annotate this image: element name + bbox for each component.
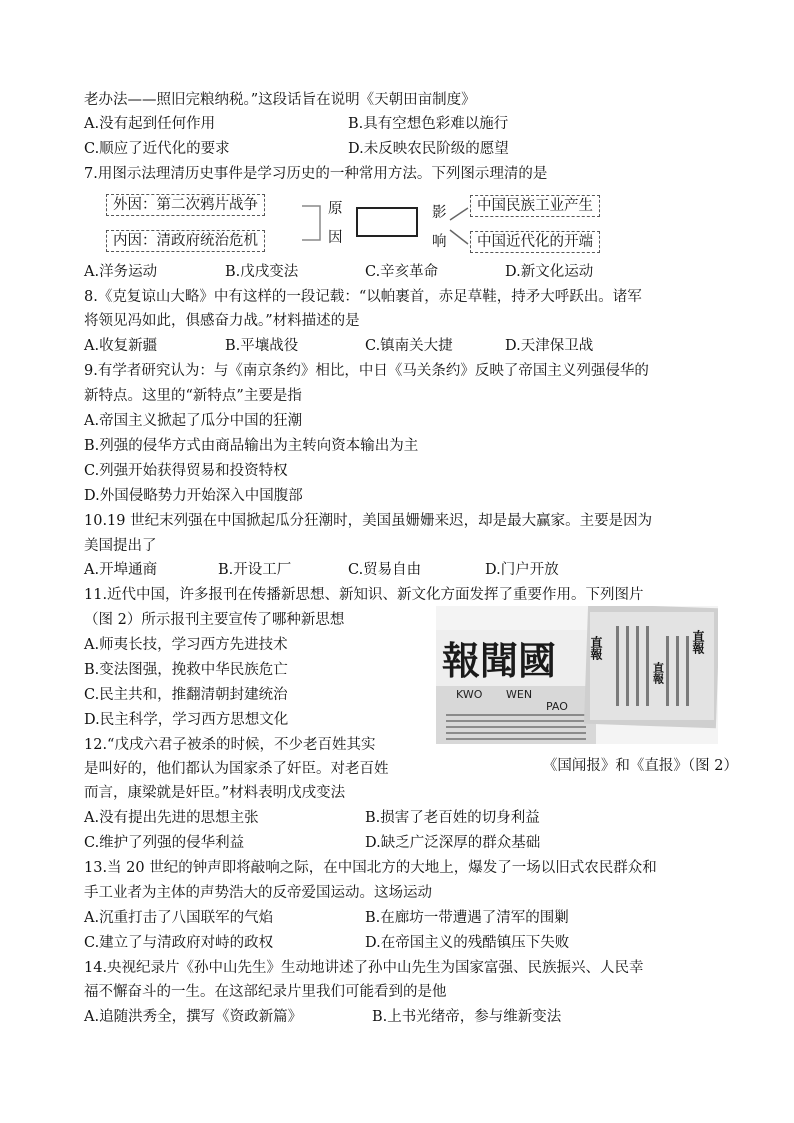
zhibao-title-2: 直報 (691, 630, 705, 654)
q13-option-a[interactable]: A.沉重打击了八国联军的气焰 (84, 910, 274, 926)
q14-option-a[interactable]: A.追随洪秀全，撰写《资政新篇》 (84, 1009, 303, 1025)
q13-option-d[interactable]: D.在帝国主义的残酷镇压下失败 (365, 935, 570, 951)
q13-option-b[interactable]: B.在廊坊一带遭遇了清军的围剿 (365, 910, 569, 926)
q8-option-a[interactable]: A.收复新疆 (84, 338, 158, 354)
q9-stem-2: 新特点。这里的“新特点”主要是指 (84, 388, 302, 404)
q12-stem-1: 12.“戊戌六君子被杀的时候，不少老百姓其实 (84, 737, 376, 753)
q11-stem-1: 11.近代中国，许多报刊在传播新思想、新知识、新文化方面发挥了重要作用。下列图片 (84, 587, 644, 603)
result-box-1: 中国民族工业产生 (470, 195, 600, 217)
q7-option-d[interactable]: D.新文化运动 (505, 264, 594, 280)
q10-stem-1: 10.19 世纪末列强在中国掀起瓜分狂潮时，美国虽姗姗来迟，却是最大赢家。主要是因为 (84, 513, 653, 529)
roman-wen: WEN (506, 688, 533, 701)
zhibao-title-1: 直報 (589, 636, 603, 660)
effect-char-1: 影 (432, 205, 447, 221)
q12-option-c[interactable]: C.维护了列强的侵华利益 (84, 835, 245, 851)
q8-stem-1: 8.《克复谅山大略》中有这样的一段记载：“以帕裹首，赤足草鞋，持矛大呼跃出。诸军 (84, 289, 642, 305)
internal-cause-box: 内因：清政府统治危机 (106, 230, 265, 252)
q9-option-a[interactable]: A.帝国主义掀起了瓜分中国的狂潮 (84, 413, 303, 429)
q7-option-a[interactable]: A.洋务运动 (84, 264, 158, 280)
q11-option-a[interactable]: A.师夷长技，学习西方先进技术 (84, 637, 288, 653)
roman-pao: PAO (546, 700, 568, 713)
cause-char-2: 因 (328, 230, 343, 246)
q11-option-d[interactable]: D.民主科学，学习西方思想文化 (84, 712, 289, 728)
q12-option-d[interactable]: D.缺乏广泛深厚的群众基础 (365, 835, 541, 851)
q10-option-c[interactable]: C.贸易自由 (348, 562, 422, 578)
q7-option-c[interactable]: C.辛亥革命 (365, 264, 439, 280)
zhibao-title-3: 直報 (651, 662, 665, 684)
q8-stem-2: 将领见冯如此，俱感奋力战。”材料描述的是 (84, 313, 360, 329)
q7-stem: 7.用图示法理清历史事件是学习历史的一种常用方法。下列图示理清的是 (84, 166, 548, 182)
q10-option-d[interactable]: D.门户开放 (485, 562, 559, 578)
q6-option-d[interactable]: D.未反映农民阶级的愿望 (348, 141, 509, 157)
q13-stem-2: 手工业者为主体的声势浩大的反帝爱国运动。这场运动 (84, 885, 432, 901)
q9-option-b[interactable]: B.列强的侵华方式由商品输出为主转向资本输出为主 (84, 438, 419, 454)
q10-stem-2: 美国提出了 (84, 538, 157, 554)
q10-option-b[interactable]: B.开设工厂 (218, 562, 292, 578)
q6-option-c[interactable]: C.顺应了近代化的要求 (84, 141, 230, 157)
newspaper-image (436, 606, 718, 744)
q11-stem-2: （图 2）所示报刊主要宣传了哪种新思想 (84, 612, 345, 628)
q7-option-b[interactable]: B.戊戌变法 (225, 264, 299, 280)
q9-stem-1: 9.有学者研究认为：与《南京条约》相比，中日《马关条约》反映了帝国主义列强侵华的 (84, 363, 649, 379)
q6-option-a[interactable]: A.没有起到任何作用 (84, 116, 216, 132)
masthead-text: 報聞國 (442, 638, 557, 683)
newspaper-figure (436, 606, 718, 744)
q13-stem-1: 13.当 20 世纪的钟声即将敲响之际，在中国北方的大地上，爆发了一场以旧式农民群众和 (84, 860, 657, 876)
roman-kwo: KWO (456, 688, 483, 701)
q12-option-a[interactable]: A.没有提出先进的思想主张 (84, 810, 259, 826)
q14-option-b[interactable]: B.上书光绪帝，参与维新变法 (372, 1009, 562, 1025)
q14-stem-2: 福不懈奋斗的一生。在这部纪录片里我们可能看到的是他 (84, 984, 447, 1000)
effect-char-2: 响 (432, 234, 447, 250)
q12-stem-2: 是叫好的，他们都认为国家杀了奸臣。对老百姓 (84, 761, 389, 777)
q11-option-b[interactable]: B.变法图强，挽救中华民族危亡 (84, 662, 288, 678)
q8-option-b[interactable]: B.平壤战役 (225, 338, 299, 354)
q11-option-c[interactable]: C.民主共和，推翻清朝封建统治 (84, 687, 288, 703)
q6-stem-tail: 老办法——照旧完粮纳税。”这段话旨在说明《天朝田亩制度》 (84, 92, 476, 108)
external-cause-box: 外因：第二次鸦片战争 (106, 194, 265, 216)
q12-stem-3: 而言，康梁就是奸臣。”材料表明戊戌变法 (84, 785, 346, 801)
q12-option-b[interactable]: B.损害了老百姓的切身利益 (365, 810, 540, 826)
figure-caption: 《国闻报》和《直报》（图 2） (542, 758, 738, 774)
answer-blank-box (356, 207, 418, 237)
q6-option-b[interactable]: B.具有空想色彩难以施行 (348, 116, 509, 132)
q9-option-c[interactable]: C.列强开始获得贸易和投资特权 (84, 463, 288, 479)
q13-option-c[interactable]: C.建立了与清政府对峙的政权 (84, 935, 274, 951)
cause-char-1: 原 (328, 201, 343, 217)
result-box-2: 中国近代化的开端 (470, 231, 600, 253)
q9-option-d[interactable]: D.外国侵略势力开始深入中国腹部 (84, 488, 303, 504)
q8-option-c[interactable]: C.镇南关大捷 (365, 338, 453, 354)
q14-stem-1: 14.央视纪录片《孙中山先生》生动地讲述了孙中山先生为国家富强、民族振兴、人民幸 (84, 960, 644, 976)
q10-option-a[interactable]: A.开埠通商 (84, 562, 158, 578)
q8-option-d[interactable]: D.天津保卫战 (505, 338, 594, 354)
